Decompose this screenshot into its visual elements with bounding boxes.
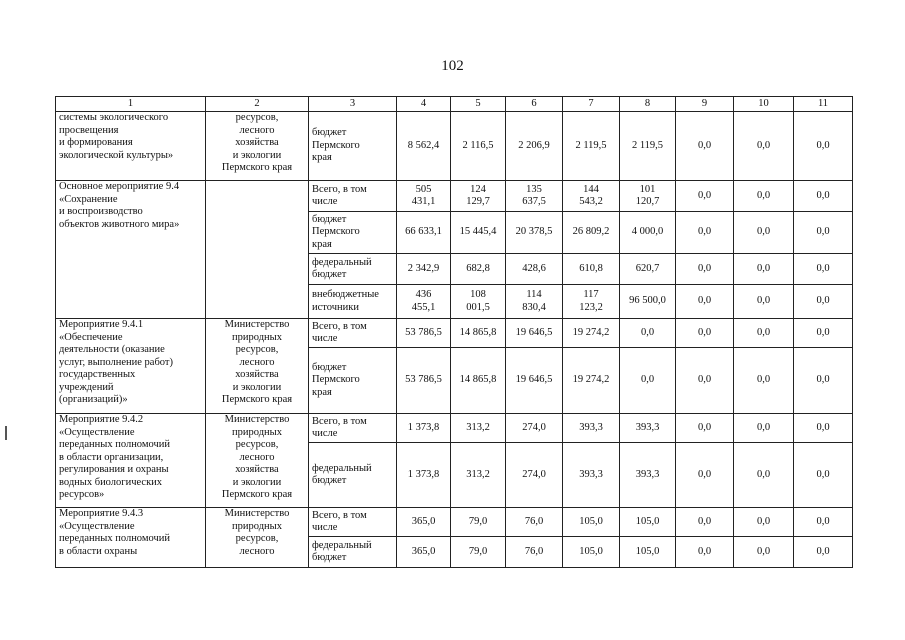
table-body — [56, 97, 853, 568]
value-cell: 79,0 — [451, 537, 506, 568]
column-header: 3 — [309, 97, 397, 112]
value-cell: 0,0 — [676, 508, 734, 537]
value-cell: 144 543,2 — [563, 181, 620, 212]
value-cell: 20 378,5 — [506, 212, 563, 254]
value-cell: 0,0 — [794, 285, 853, 319]
value-cell: 365,0 — [397, 537, 451, 568]
page-number: 102 — [441, 58, 464, 74]
value-cell: 53 786,5 — [397, 319, 451, 348]
column-header: 7 — [563, 97, 620, 112]
header-row — [56, 97, 853, 112]
activity-name-cell: Мероприятие 9.4.1 «Обеспечение деятельности (оказание услуг, выполнение работ) государственных учреждений (организаций)» — [56, 319, 206, 414]
value-cell: 313,2 — [451, 414, 506, 443]
value-cell: 0,0 — [620, 348, 676, 414]
value-cell: 14 865,8 — [451, 319, 506, 348]
value-cell: 0,0 — [794, 443, 853, 508]
column-header: 9 — [676, 97, 734, 112]
value-cell: 53 786,5 — [397, 348, 451, 414]
column-header: 10 — [734, 97, 794, 112]
value-cell: 0,0 — [734, 508, 794, 537]
value-cell: 0,0 — [734, 537, 794, 568]
budget-table — [55, 96, 853, 568]
value-cell: 0,0 — [734, 319, 794, 348]
value-cell: 19 646,5 — [506, 348, 563, 414]
value-cell: 101 120,7 — [620, 181, 676, 212]
value-cell: 0,0 — [734, 348, 794, 414]
value-cell: 0,0 — [734, 285, 794, 319]
value-cell: 66 633,1 — [397, 212, 451, 254]
value-cell: 114 830,4 — [506, 285, 563, 319]
table-row — [56, 414, 853, 443]
value-cell: 124 129,7 — [451, 181, 506, 212]
value-cell: 1 373,8 — [397, 443, 451, 508]
value-cell: 0,0 — [794, 537, 853, 568]
executor-cell: Министерство природных ресурсов, лесного — [206, 508, 309, 568]
value-cell: 0,0 — [794, 414, 853, 443]
value-cell: 0,0 — [676, 414, 734, 443]
activity-name-cell: Основное мероприятие 9.4 «Сохранение и воспроизводство объектов животного мира» — [56, 181, 206, 319]
executor-cell: ресурсов, лесного хозяйства и экологии Пермского края — [206, 112, 309, 181]
value-cell: 0,0 — [676, 212, 734, 254]
funding-source-cell: Всего, в том числе — [309, 414, 397, 443]
funding-source-cell: бюджет Пермского края — [309, 212, 397, 254]
value-cell: 620,7 — [620, 254, 676, 285]
funding-source-cell: Всего, в том числе — [309, 181, 397, 212]
funding-source-cell: бюджет Пермского края — [309, 112, 397, 181]
value-cell: 0,0 — [794, 319, 853, 348]
value-cell: 393,3 — [563, 414, 620, 443]
activity-name-cell: Мероприятие 9.4.2 «Осуществление переданных полномочий в области организации, регулирования и охраны водных биологических ресурсов» — [56, 414, 206, 508]
value-cell: 14 865,8 — [451, 348, 506, 414]
value-cell: 0,0 — [794, 181, 853, 212]
column-header: 6 — [506, 97, 563, 112]
table-row — [56, 508, 853, 537]
value-cell: 0,0 — [734, 212, 794, 254]
value-cell: 428,6 — [506, 254, 563, 285]
value-cell: 105,0 — [563, 537, 620, 568]
value-cell: 0,0 — [676, 112, 734, 181]
value-cell: 105,0 — [620, 537, 676, 568]
value-cell: 2 119,5 — [620, 112, 676, 181]
executor-cell: Министерство природных ресурсов, лесного хозяйства и экологии Пермского края — [206, 319, 309, 414]
value-cell: 0,0 — [676, 181, 734, 212]
column-header: 2 — [206, 97, 309, 112]
value-cell: 0,0 — [676, 348, 734, 414]
funding-source-cell: бюджет Пермского края — [309, 348, 397, 414]
table-row — [56, 112, 853, 181]
value-cell: 19 274,2 — [563, 348, 620, 414]
value-cell: 393,3 — [620, 443, 676, 508]
table-row — [56, 181, 853, 212]
value-cell: 2 206,9 — [506, 112, 563, 181]
value-cell: 2 116,5 — [451, 112, 506, 181]
value-cell: 0,0 — [676, 254, 734, 285]
value-cell: 0,0 — [794, 508, 853, 537]
value-cell: 105,0 — [563, 508, 620, 537]
value-cell: 0,0 — [794, 254, 853, 285]
value-cell: 0,0 — [734, 414, 794, 443]
value-cell: 274,0 — [506, 414, 563, 443]
value-cell: 610,8 — [563, 254, 620, 285]
value-cell: 313,2 — [451, 443, 506, 508]
column-header: 5 — [451, 97, 506, 112]
value-cell: 505 431,1 — [397, 181, 451, 212]
value-cell: 2 342,9 — [397, 254, 451, 285]
funding-source-cell: федеральный бюджет — [309, 254, 397, 285]
value-cell: 682,8 — [451, 254, 506, 285]
column-header: 11 — [794, 97, 853, 112]
value-cell: 0,0 — [734, 181, 794, 212]
funding-source-cell: федеральный бюджет — [309, 537, 397, 568]
value-cell: 436 455,1 — [397, 285, 451, 319]
value-cell: 0,0 — [794, 212, 853, 254]
value-cell: 1 373,8 — [397, 414, 451, 443]
funding-source-cell: внебюджетные источники — [309, 285, 397, 319]
value-cell: 135 637,5 — [506, 181, 563, 212]
value-cell: 0,0 — [794, 348, 853, 414]
table-row — [56, 319, 853, 348]
value-cell: 393,3 — [620, 414, 676, 443]
column-header: 4 — [397, 97, 451, 112]
value-cell: 26 809,2 — [563, 212, 620, 254]
value-cell: 2 119,5 — [563, 112, 620, 181]
value-cell: 19 274,2 — [563, 319, 620, 348]
value-cell: 117 123,2 — [563, 285, 620, 319]
executor-cell — [206, 181, 309, 319]
value-cell: 274,0 — [506, 443, 563, 508]
value-cell: 0,0 — [734, 112, 794, 181]
funding-source-cell: Всего, в том числе — [309, 319, 397, 348]
value-cell: 96 500,0 — [620, 285, 676, 319]
value-cell: 108 001,5 — [451, 285, 506, 319]
funding-source-cell: федеральный бюджет — [309, 443, 397, 508]
activity-name-cell: системы экологического просвещения и формирования экологической культуры» — [56, 112, 206, 181]
value-cell: 393,3 — [563, 443, 620, 508]
value-cell: 0,0 — [734, 443, 794, 508]
value-cell: 0,0 — [794, 112, 853, 181]
column-header: 1 — [56, 97, 206, 112]
value-cell: 105,0 — [620, 508, 676, 537]
value-cell: 76,0 — [506, 537, 563, 568]
column-header: 8 — [620, 97, 676, 112]
value-cell: 19 646,5 — [506, 319, 563, 348]
executor-cell: Министерство природных ресурсов, лесного хозяйства и экологии Пермского края — [206, 414, 309, 508]
value-cell: 0,0 — [676, 443, 734, 508]
value-cell: 15 445,4 — [451, 212, 506, 254]
value-cell: 79,0 — [451, 508, 506, 537]
value-cell: 4 000,0 — [620, 212, 676, 254]
value-cell: 0,0 — [620, 319, 676, 348]
value-cell: 8 562,4 — [397, 112, 451, 181]
value-cell: 0,0 — [676, 537, 734, 568]
scan-artifact-mark — [5, 426, 7, 440]
value-cell: 365,0 — [397, 508, 451, 537]
activity-name-cell: Мероприятие 9.4.3 «Осуществление переданных полномочий в области охраны — [56, 508, 206, 568]
value-cell: 0,0 — [676, 285, 734, 319]
value-cell: 0,0 — [734, 254, 794, 285]
funding-source-cell: Всего, в том числе — [309, 508, 397, 537]
value-cell: 76,0 — [506, 508, 563, 537]
value-cell: 0,0 — [676, 319, 734, 348]
